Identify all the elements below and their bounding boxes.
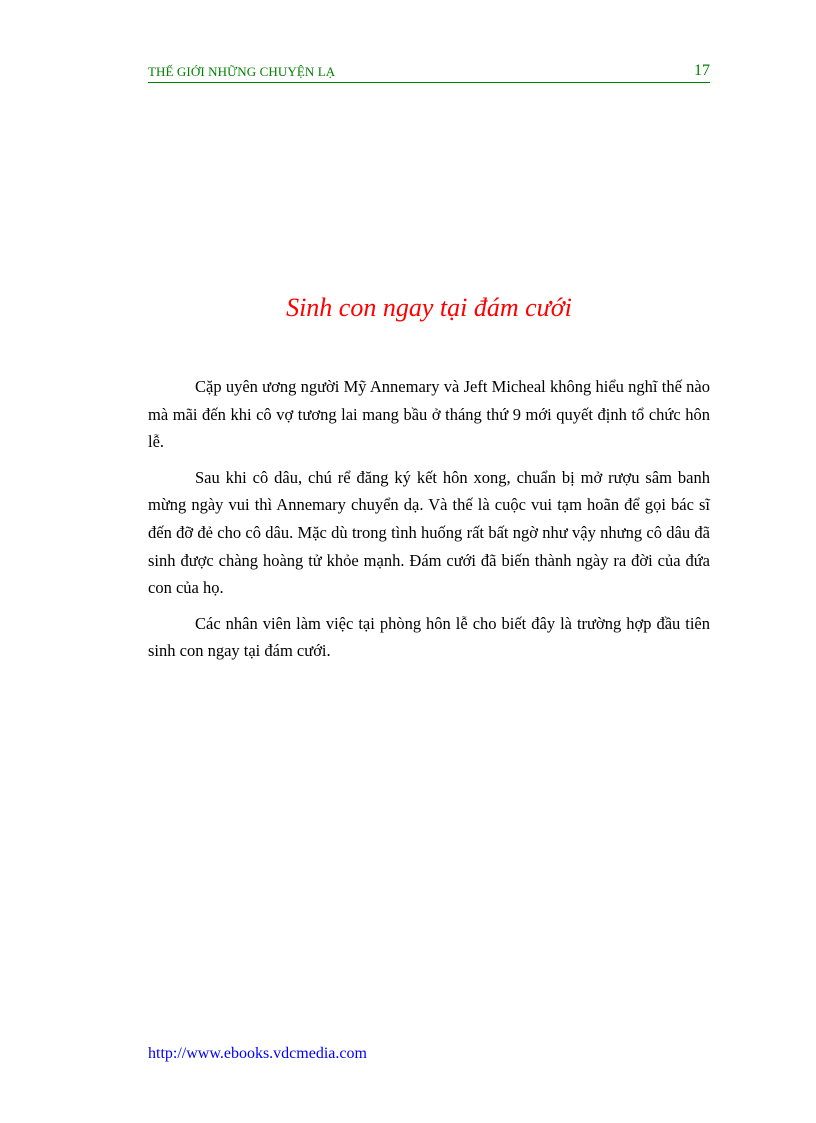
page-header xyxy=(148,62,710,83)
paragraph-1: Cặp uyên ương người Mỹ Annemary và Jeft Micheal không hiểu nghĩ thế nào mà mãi đến khi cô vợ tương lai mang bầu ở tháng thứ 9 mới quyết định tổ chức hôn lễ. xyxy=(148,377,710,452)
page-number: 17 xyxy=(694,62,710,79)
paragraph-2: Sau khi cô dâu, chú rể đăng ký kết hôn xong, chuẩn bị mở rượu sâm banh mừng ngày vui thì Annemary chuyển dạ. Và thế là cuộc vui tạm hoãn để gọi bác sĩ đến đỡ đẻ cho cô dâu. Mặc dù trong tình huống rất bất ngờ như vậy nhưng cô dâu đã sinh được chàng hoàng tử khỏe mạnh. Đám cưới đã biến thành ngày ra đời của đứa con của họ. xyxy=(148,467,710,598)
article-title: Sinh con ngay tại đám cưới xyxy=(286,293,572,322)
footer-website-link[interactable]: http://www.ebooks.vdcmedia.com xyxy=(148,1045,367,1062)
paragraph-3: Các nhân viên làm việc tại phòng hôn lễ cho biết đây là trường hợp đầu tiên sinh con ngay tại đám cưới. xyxy=(148,613,710,661)
running-header-title: THẾ GIỚI NHỮNG CHUYỆN LẠ xyxy=(148,64,336,79)
article-body xyxy=(148,373,710,673)
